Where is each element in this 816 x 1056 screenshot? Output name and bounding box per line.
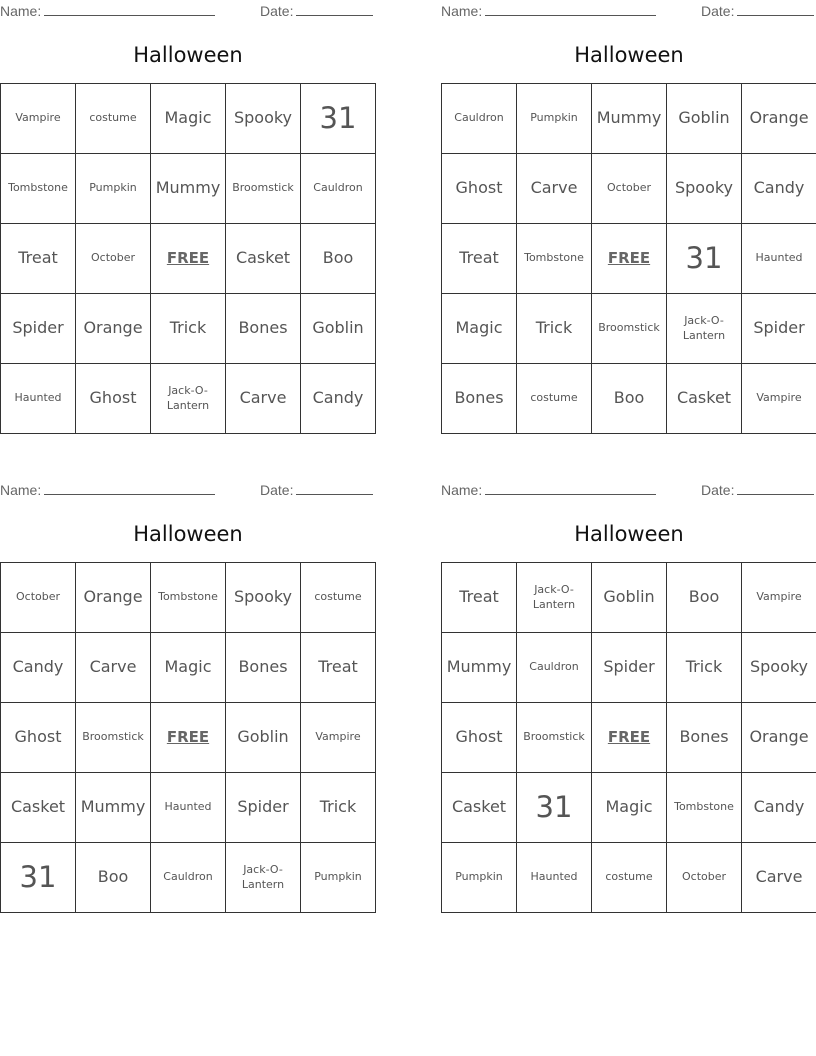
bingo-cell: Goblin [592,563,667,633]
bingo-cell: 31 [1,843,76,913]
bingo-cell: October [592,154,667,224]
bingo-cell: Ghost [442,154,517,224]
bingo-cell: Broomstick [226,154,301,224]
bingo-cell: Carve [226,364,301,434]
bingo-cell: Jack-O-Lantern [151,364,226,434]
name-field [0,482,215,498]
bingo-cell: Treat [442,224,517,294]
name-label: Name: [441,482,483,498]
bingo-cell: October [667,843,742,913]
bingo-cell: October [76,224,151,294]
bingo-cell: Carve [76,633,151,703]
bingo-cell: Vampire [742,364,816,434]
bingo-cell: Orange [76,294,151,364]
name-field [441,482,656,498]
free-space-cell: FREE [592,703,667,773]
bingo-cell: Trick [667,633,742,703]
bingo-cell: Magic [592,773,667,843]
name-blank [485,3,656,16]
bingo-cell: Cauldron [301,154,376,224]
date-blank [296,482,373,495]
bingo-cell: Treat [301,633,376,703]
bingo-cell: Carve [517,154,592,224]
bingo-cell: Cauldron [151,843,226,913]
bingo-cell: Spider [226,773,301,843]
bingo-cell: Tombstone [667,773,742,843]
bingo-cell: Spooky [742,633,816,703]
bingo-cell: Spooky [226,84,301,154]
bingo-cell: Spider [592,633,667,703]
bingo-cell: Magic [151,84,226,154]
date-field [701,482,814,498]
date-blank [737,482,814,495]
bingo-card-1 [0,0,376,436]
bingo-cell: Casket [1,773,76,843]
bingo-cell: Bones [226,294,301,364]
bingo-cell: 31 [517,773,592,843]
bingo-cell: Cauldron [517,633,592,703]
bingo-cell: Pumpkin [517,84,592,154]
date-label: Date: [701,3,735,19]
bingo-cell: Tombstone [1,154,76,224]
name-blank [44,3,215,16]
header-line [441,482,816,500]
name-label: Name: [0,482,42,498]
bingo-cell: Mummy [592,84,667,154]
bingo-cell: Ghost [1,703,76,773]
bingo-cell: 31 [667,224,742,294]
bingo-cell: Trick [301,773,376,843]
name-field [441,3,656,19]
bingo-card-4 [441,479,816,915]
bingo-cell: Carve [742,843,816,913]
bingo-cell: costume [592,843,667,913]
bingo-cell: Haunted [517,843,592,913]
bingo-cell: Casket [667,364,742,434]
card-title: Halloween [133,522,243,546]
bingo-cell: Magic [151,633,226,703]
bingo-cell: Bones [667,703,742,773]
bingo-cell: Mummy [442,633,517,703]
bingo-cell: Orange [76,563,151,633]
bingo-cell: Vampire [742,563,816,633]
bingo-cell: October [1,563,76,633]
bingo-cell: Boo [301,224,376,294]
bingo-cell: Boo [592,364,667,434]
bingo-cell: Boo [667,563,742,633]
bingo-cell: Pumpkin [442,843,517,913]
header-line [441,3,816,21]
bingo-cell: Orange [742,703,816,773]
bingo-cell: Spooky [667,154,742,224]
bingo-cell: Spider [1,294,76,364]
bingo-cell: Goblin [226,703,301,773]
bingo-cell: Mummy [151,154,226,224]
bingo-cell: Boo [76,843,151,913]
bingo-cell: costume [301,563,376,633]
date-field [701,3,814,19]
bingo-cell: Bones [442,364,517,434]
bingo-grid [0,562,376,913]
bingo-card-2 [441,0,816,436]
bingo-cell: Jack-O-Lantern [517,563,592,633]
bingo-cell: Cauldron [442,84,517,154]
bingo-cell: Candy [742,773,816,843]
bingo-cell: Vampire [301,703,376,773]
bingo-cell: Treat [442,563,517,633]
bingo-cell: Candy [1,633,76,703]
bingo-cell: Haunted [742,224,816,294]
free-space-cell: FREE [151,224,226,294]
name-label: Name: [0,3,42,19]
bingo-cell: Candy [301,364,376,434]
bingo-cell: Vampire [1,84,76,154]
bingo-cell: Jack-O-Lantern [226,843,301,913]
bingo-cell: Haunted [151,773,226,843]
bingo-cell: Orange [742,84,816,154]
bingo-cell: Trick [151,294,226,364]
free-space-cell: FREE [151,703,226,773]
card-title: Halloween [574,43,684,67]
bingo-grid [441,83,816,434]
bingo-cell: Pumpkin [76,154,151,224]
card-title: Halloween [574,522,684,546]
date-label: Date: [701,482,735,498]
card-title: Halloween [133,43,243,67]
bingo-cell: Trick [517,294,592,364]
bingo-cell: costume [517,364,592,434]
bingo-cell: Broomstick [592,294,667,364]
bingo-cell: Magic [442,294,517,364]
bingo-grid [0,83,376,434]
bingo-cell: Bones [226,633,301,703]
bingo-cell: 31 [301,84,376,154]
name-blank [44,482,215,495]
bingo-cell: Treat [1,224,76,294]
bingo-cell: Goblin [667,84,742,154]
date-blank [737,3,814,16]
bingo-cell: Candy [742,154,816,224]
bingo-cell: Mummy [76,773,151,843]
bingo-cell: Casket [226,224,301,294]
header-line [0,482,376,500]
date-label: Date: [260,482,294,498]
date-blank [296,3,373,16]
bingo-card-3 [0,479,376,915]
bingo-cell: Tombstone [151,563,226,633]
free-space-cell: FREE [592,224,667,294]
bingo-cell: Ghost [76,364,151,434]
name-blank [485,482,656,495]
bingo-cell: Haunted [1,364,76,434]
bingo-cell: Broomstick [517,703,592,773]
bingo-cell: Broomstick [76,703,151,773]
bingo-cell: Spooky [226,563,301,633]
date-label: Date: [260,3,294,19]
bingo-cell: Pumpkin [301,843,376,913]
bingo-cell: Casket [442,773,517,843]
bingo-cell: Tombstone [517,224,592,294]
bingo-cell: Jack-O-Lantern [667,294,742,364]
bingo-grid [441,562,816,913]
bingo-cell: Goblin [301,294,376,364]
name-field [0,3,215,19]
bingo-cell: Spider [742,294,816,364]
header-line [0,3,376,21]
bingo-cell: costume [76,84,151,154]
name-label: Name: [441,3,483,19]
date-field [260,482,373,498]
date-field [260,3,373,19]
bingo-cell: Ghost [442,703,517,773]
